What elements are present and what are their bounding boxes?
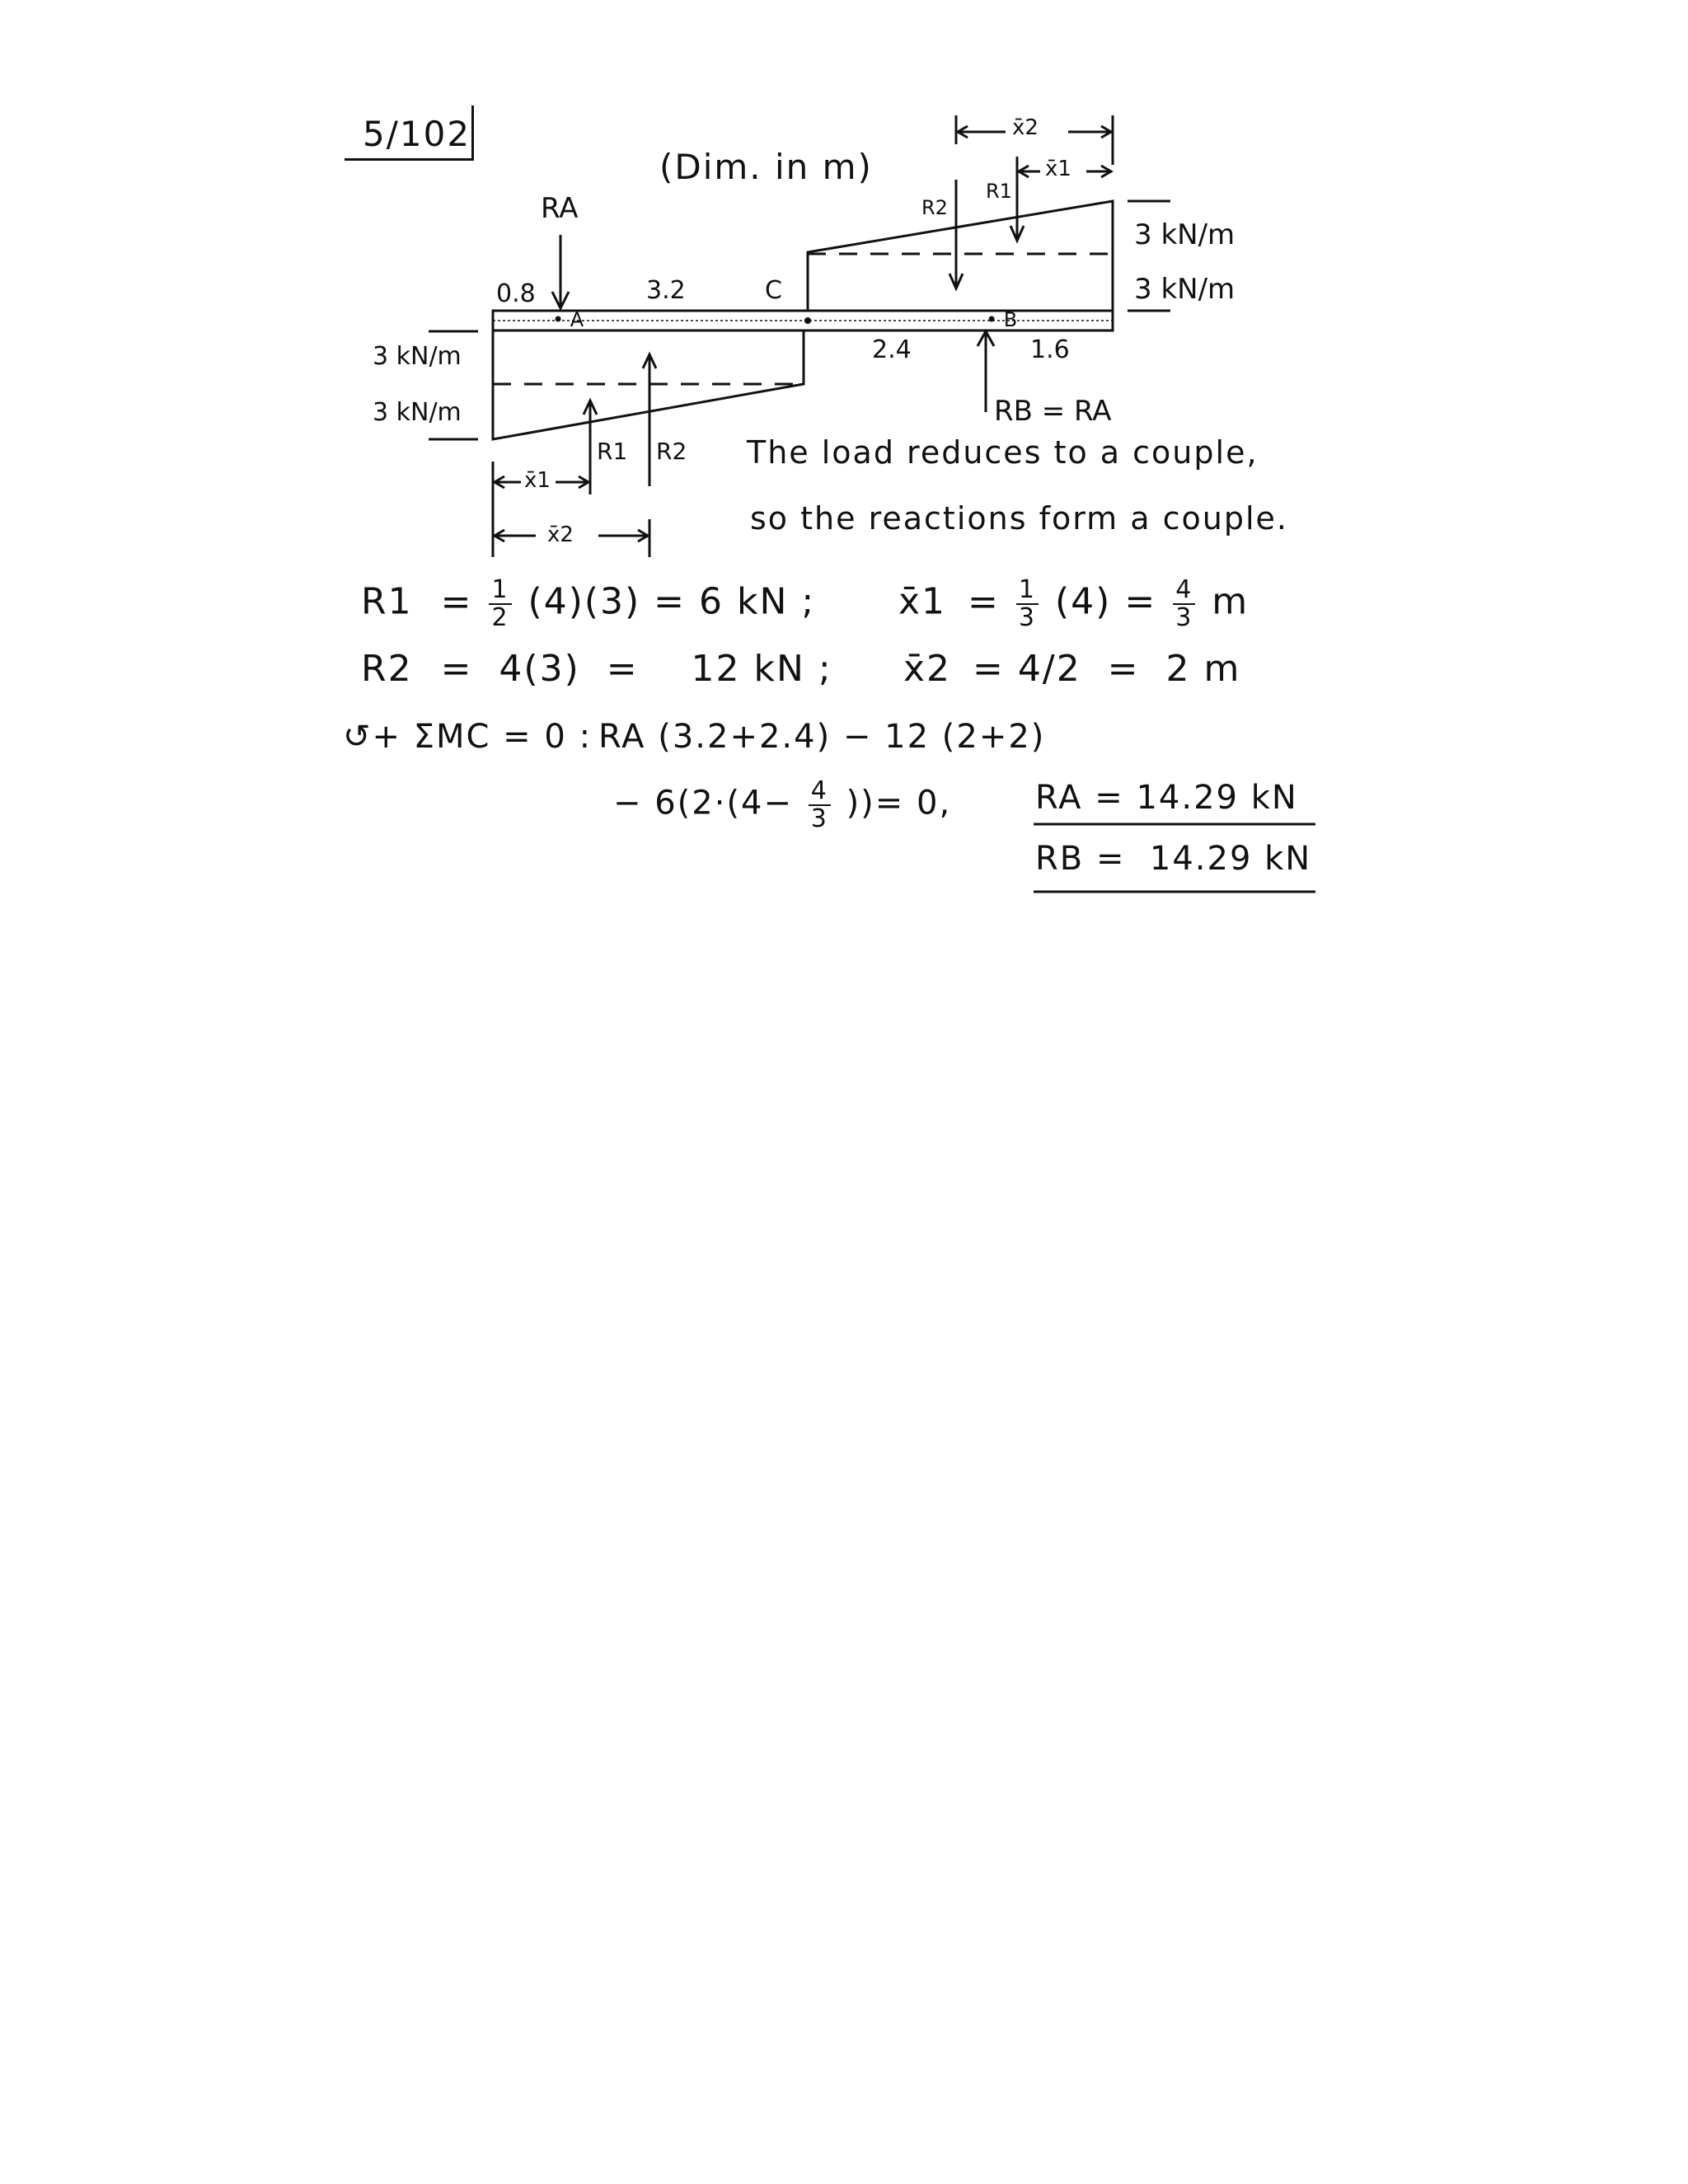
label-a: • A <box>552 308 584 331</box>
left-load-top-value: 3 kN/m <box>373 342 462 371</box>
label-c: C <box>765 276 782 305</box>
eq-x2bar <box>903 648 1241 690</box>
dimension-note: (Dim. in m) <box>659 147 873 187</box>
eq-x1-eq: = <box>968 580 1000 623</box>
eq-r1-frac-den: 2 <box>491 602 509 632</box>
eq-x1-unit: m <box>1212 580 1250 623</box>
moment-fraction <box>809 778 831 832</box>
eq-x1-res-num: 4 <box>1173 577 1195 605</box>
problem-number: 5/102 <box>363 114 471 154</box>
eq-r2 <box>361 648 832 690</box>
right-r1-label: R1 <box>986 180 1012 203</box>
eq-r1-lhs: R1 <box>361 580 413 623</box>
left-r2-label: R2 <box>656 438 687 465</box>
eq-r2-rhs: = 4(3) = 12 kN ; <box>440 648 832 690</box>
eq-x1-lhs: x̄1 <box>898 580 947 623</box>
answer-rb: RB = 14.29 kN <box>1035 840 1312 878</box>
eq-x2-lhs: x̄2 <box>903 648 952 690</box>
eq-x1-fraction <box>1016 577 1039 630</box>
eq-r1 <box>361 577 815 630</box>
eq-x1-res-den: 3 <box>1175 602 1193 632</box>
eq-r1-eq: = <box>440 580 486 623</box>
label-b: • B <box>986 308 1018 331</box>
left-load-bottom-value: 3 kN/m <box>373 398 462 427</box>
dim-2-4: 2.4 <box>872 335 912 364</box>
dim-0-8: 0.8 <box>496 279 536 308</box>
eq-x1-frac-num: 1 <box>1016 577 1039 605</box>
right-load-top-value: 3 kN/m <box>1134 218 1236 251</box>
point-c <box>804 317 811 324</box>
left-x1bar-label: x̄1 <box>524 468 551 493</box>
eq-r2-lhs: R2 <box>361 648 413 690</box>
moment-line-2-post: ))= 0, <box>846 784 952 823</box>
eq-r1-fraction <box>489 577 511 630</box>
right-load-outline <box>808 201 1113 311</box>
rb-equals-ra: RB = RA <box>994 395 1112 428</box>
right-x1bar-label: x̄1 <box>1045 157 1071 181</box>
moment-line-1: RA (3.2+2.4) − 12 (2+2) <box>598 718 1046 756</box>
dim-3-2: 3.2 <box>646 276 686 305</box>
beam <box>493 308 1113 331</box>
left-r1-label: R1 <box>597 438 628 465</box>
dim-1-6: 1.6 <box>1030 335 1070 364</box>
eq-r1-rhs: (4)(3) = 6 kN ; <box>528 580 816 623</box>
eq-x1-mid: (4) = <box>1055 580 1157 623</box>
eq-r1-frac-num: 1 <box>489 577 511 605</box>
ra-label: RA <box>541 192 579 225</box>
right-x2bar-label: x̄2 <box>1012 115 1039 140</box>
eq-x2-rhs: = 4/2 = 2 m <box>973 648 1241 690</box>
answer-ra: RA = 14.29 kN <box>1035 779 1298 817</box>
eq-x1-result-fraction <box>1173 577 1195 630</box>
eq-x1-frac-den: 3 <box>1018 602 1037 632</box>
right-r2-label: R2 <box>921 196 948 219</box>
eq-x1bar <box>898 577 1249 630</box>
moment-sum: ↺+ ΣMC = 0 : <box>343 718 593 756</box>
note-line-2: so the reactions form a couple. <box>750 500 1288 537</box>
moment-line-2-pre: − 6(2·(4− <box>613 784 794 823</box>
moment-frac-den: 3 <box>810 804 828 833</box>
note-line-1: The load reduces to a couple, <box>747 434 1259 471</box>
moment-line-2 <box>613 778 951 832</box>
right-load-bottom-value: 3 kN/m <box>1134 273 1236 306</box>
moment-frac-num: 4 <box>809 778 831 806</box>
left-x2bar-label: x̄2 <box>547 523 574 547</box>
